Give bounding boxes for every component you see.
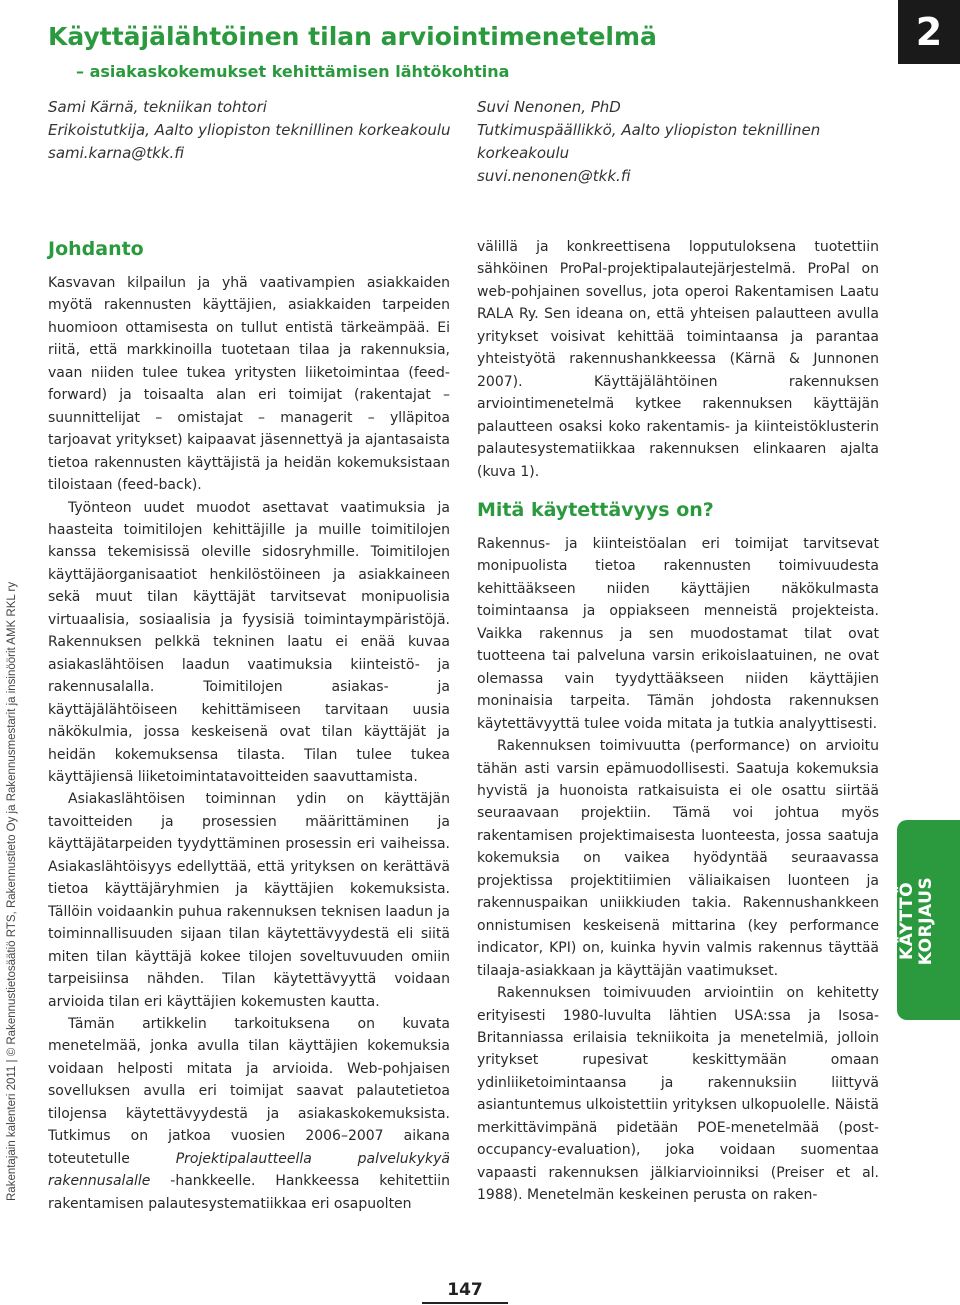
tab-label-line: KÄYTTÖ bbox=[897, 881, 917, 961]
section-heading-introduction: Johdanto bbox=[48, 238, 144, 260]
right-column bbox=[477, 236, 879, 1207]
side-credit: Rakentajain kalenteri 2011 | © Rakennustietosäätiö RTS, Rakennustieto Oy ja Rakennusmestarit ja insinöörit AMK RKL ry bbox=[6, 581, 18, 1201]
paragraph-text: Tämän artikkelin tarkoituksena on kuvata menetelmää, jonka avulla tilan käyttäjien kokemuksia voidaan helposti mitata ja arvioida. Web-pohjaisen sovelluksen avulla eri toimijat saavat palautetietoa tilojensa käytettävyydestä ja asiakaskokemuksista. Tutkimus on jatkoa vuosien 2006–2007 aikana toteutetulle bbox=[48, 1015, 450, 1167]
article-subtitle: – asiakaskokemukset kehittämisen lähtökohtina bbox=[76, 62, 510, 81]
section-heading-usability: Mitä käytettävyys on? bbox=[477, 498, 714, 521]
page-number-rule bbox=[422, 1302, 508, 1304]
author-role: Tutkimuspäällikkö, Aalto yliopiston teknillinen korkeakoulu bbox=[477, 121, 821, 162]
author-name: Sami Kärnä, tekniikan tohtori bbox=[48, 98, 267, 116]
paragraph: Rakennus- ja kiinteistöalan eri toimijat tarvitsevat monipuolista tietoa rakennusten toimivuudesta kehittääkseen niiden käyttäjien näkökulmasta toimintaansa ja oppiakseen menneistä projekteista. Vaikka rakennus ja sen muodostamat tilat ovat tuotteena tai palveluna varsin erikoislaatuinen, ne ovat olemassa vain tyydyttääkseen niiden käyttäjien moninaisia tarpeita. Tämän johdosta rakennuksen käytettävyyttä tulee voida mitata ja tutkia analyyttisesti. bbox=[477, 535, 879, 732]
author-email[interactable]: suvi.nenonen@tkk.fi bbox=[477, 167, 631, 185]
author-block-1 bbox=[48, 96, 458, 165]
author-name: Suvi Nenonen, PhD bbox=[477, 98, 621, 116]
paragraph bbox=[48, 1013, 450, 1215]
chapter-badge: 2 bbox=[898, 0, 960, 64]
tab-label-line: KORJAUS bbox=[916, 876, 936, 966]
article-title: Käyttäjälähtöinen tilan arviointimenetelmä bbox=[48, 22, 657, 51]
paragraph: Kasvavan kilpailun ja yhä vaativampien asiakkaiden myötä rakennusten käyttäjien, asiakkaiden tarpeiden huomioon ottamisesta on tullut entistä tärkeämpää. Ei riitä, että markkinoilla tuotetaan tilaa ja rakennuksia, vaan niiden tulee tukea yritysten liiketoimintaa (feed-forward) ja toisaalta alan eri toimijat (rakentajat – suunnittelijat – omistajat – managerit – ylläpitoa tarjoavat yritykset) kaipaavat jäsennettyä ja ajantasaista tietoa rakennusten käyttäjistä ja heidän kokemuksistaan tiloistaan (feed-back). bbox=[48, 275, 450, 494]
author-email[interactable]: sami.karna@tkk.fi bbox=[48, 144, 185, 162]
paragraph: välillä ja konkreettisena lopputuloksena tuotettiin sähköinen ProPal-projektipalautejärjestelmä. ProPal on web-pohjainen sovellus, jota operoi Rakentamisen Laatu RALA Ry. Sen ideana on, että yhteisen palautteen avulla yritykset voisivat kehittää toimintaansa ja parantaa yhteistyötä rakennushankkeessa (Kärnä & Junnonen 2007). Käyttäjälähtöinen rakennuksen arviointimenetelmä kytkee rakennuksen käyttäjän palautteen osaksi koko rakentamis- ja kiinteistöklusterin palautesystematiikkaa rakennuksen elinkaaren ajalta (kuva 1). bbox=[477, 239, 879, 480]
paragraph-text: -hankkeelle. Hankkeessa kehitettiin rakentamisen palautesystematiikkaa eri osapuolten bbox=[48, 1173, 450, 1212]
page-number: 147 bbox=[447, 1280, 483, 1300]
paragraph: Rakennuksen toimivuutta (performance) on arvioitu tähän asti varsin epämuodollisesti. Saatuja kokemuksia hyvistä ja huonoista ratkaisuista ei ole osattu siirtää seuraavaan projektiin. Tämä voi johtua myös rakentamisen projektimaisesta luonteesta, jossa saatuja kokemuksia on vaikea hyödyntää seuraavassa projektissa projektitiimien väliaikaisen luonteen ja rakennuspaikan uniikkiuden takia. Rakennushankkeen onnistumisen keskeisenä mittarina (key performance indicator, KPI) on, kuinka hyvin valmis rakennus täyttää tilaaja-asiakkaan ja käyttäjän vaatimukset. bbox=[477, 738, 879, 979]
project-name: Projektipalautteella palvelukykyä rakennusalalle bbox=[48, 1150, 450, 1190]
author-role: Erikoistutkija, Aalto yliopiston teknillinen korkeakoulu bbox=[48, 121, 451, 139]
paragraph: Työnteon uudet muodot asettavat vaatimuksia ja haasteita toimitilojen kehittäjille ja muille toimitilojen kanssa tekemisissä oleville sidosryhmille. Toimitilojen käyttäjäorganisaatiot henkilöstöineen ja asiakkaineen sekä muut tilan käyttäjät tarvitsevat monipuolisia virtuaalisia, sosiaalisia ja fyysisiä toimintaympäristöjä. Rakennuksen pelkkä tekninen laatu ei enää kuvaa asiakaslähtöisen laadun vaatimuksia kiinteistö- ja rakennusalalla. Toimitilojen asiakas- ja käyttäjälähtöiseen kehittämiseen tarvitaan uusia näkökulmia, jossa keskeisenä ovat tilan käyttäjät ja heidän kokemuksensa tilasta. Tilan tulee tukea käyttäjiensä liiketoimintatavoitteiden saavuttamista. bbox=[48, 499, 450, 785]
left-column bbox=[48, 236, 450, 1215]
section-tab-label bbox=[892, 821, 942, 1021]
author-block-2 bbox=[477, 96, 877, 188]
paragraph: Rakennuksen toimivuuden arviointiin on kehitetty erityisesti 1980-luvulta lähtien USA:ssa ja Isosa-Britanniassa erilaisia tekniikoita ja menetelmiä, jolloin yritykset rupesivat keskittymään omaan ydinliiketoimintaansa ja rakennuksiin liittyvä asiantuntemus ulkoistettiin yrityksen ulkopuolelle. Näistä merkittävimpänä pidetään POE-menetelmää (post-occupancy-evaluation), joka voidaan suomentaa vapaasti rakennuksen jälkiarvioinniksi (Preiser et al. 1988). Menetelmän keskeinen perusta on raken- bbox=[477, 985, 879, 1204]
paragraph: Asiakaslähtöisen toiminnan ydin on käyttäjän tavoitteiden ja prosessien määrittäminen ja käyttäjätarpeiden tyydyttäminen prosessin eri vaiheissa. Asiakaslähtöisyys edellyttää, että yrityksen on kerättävä tietoa käyttäjäryhmien ja käyttäjien kokemuksista. Tällöin voidaankin puhua rakennuksen teknisen laadun ja toiminnallisuuden sijaan tilan käytettävyydestä eli siitä miten tilan käyttäjä kokee tilojen soveltuvuuden omiin tarpeisiinsa nähden. Tilan käytettävyyttä voidaan arvioida tilan eri käyttäjien kokemusten kautta. bbox=[48, 791, 450, 1010]
